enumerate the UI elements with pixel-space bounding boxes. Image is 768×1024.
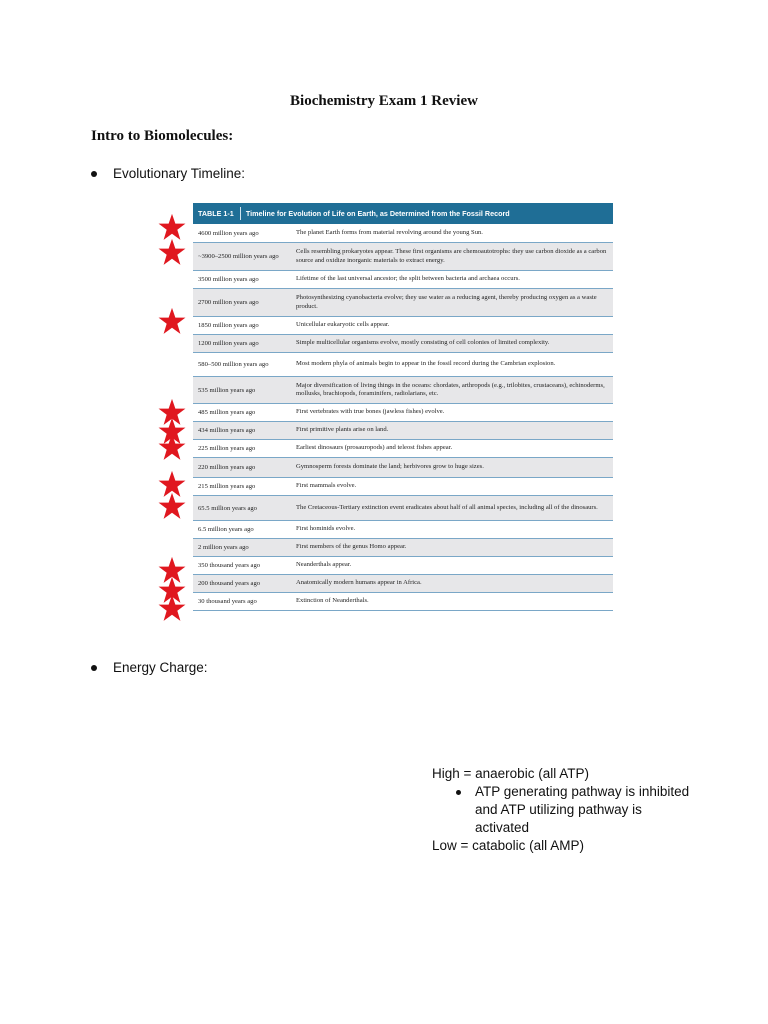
bullet-energy-charge: [91, 660, 208, 675]
table-header: [193, 203, 613, 224]
row-time: 580–500 million years ago: [198, 361, 269, 368]
table-body: [193, 224, 613, 611]
table-row: [193, 521, 613, 539]
row-event: Anatomically modern humans appear in Africa.: [296, 579, 422, 587]
row-time: 2 million years ago: [198, 544, 249, 551]
table-row: [193, 335, 613, 353]
row-event: Extinction of Neanderthals.: [296, 597, 369, 605]
table-row: [193, 440, 613, 458]
row-time: 485 million years ago: [198, 409, 256, 416]
table-row: [193, 557, 613, 575]
row-time: 225 million years ago: [198, 445, 256, 452]
table-caption: Timeline for Evolution of Life on Earth, as Determined from the Fossil Record: [245, 209, 510, 218]
table-row: [193, 575, 613, 593]
row-time: 434 million years ago: [198, 427, 256, 434]
energy-high: High = anaerobic (all ATP): [432, 766, 589, 781]
row-time: 3500 million years ago: [198, 276, 259, 283]
row-event: Major diversification of living things in the oceans: chordates, arthropods (e.g., trilobites, crustaceans), echinoderms, mollusks, brachiopods, foraminifers, radiolarians, etc.: [296, 381, 605, 397]
row-time: 1850 million years ago: [198, 322, 259, 329]
row-event: The Cretaceous-Tertiary extinction event eradicates about half of all animal species, including all of the dinosaurs.: [296, 503, 598, 511]
row-time: ~3900–2500 million years ago: [198, 253, 279, 260]
row-time: 200 thousand years ago: [198, 580, 261, 587]
energy-low: Low = catabolic (all AMP): [432, 838, 584, 853]
row-event: First primitive plants arise on land.: [296, 426, 389, 434]
row-event: Photosynthesizing cyanobacteria evolve; they use water as a reducing agent, thereby producing oxygen as a waste product.: [296, 294, 597, 310]
red-star-icon: [158, 238, 186, 266]
energy-sub-bullet: [456, 783, 697, 837]
table-row: [193, 593, 613, 611]
row-event: Simple multicellular organisms evolve, mostly consisting of cell colonies of limited complexity.: [296, 339, 550, 347]
page-title: Biochemistry Exam 1 Review: [290, 93, 478, 109]
table-row: [193, 317, 613, 335]
row-event: Lifetime of the last universal ancestor; the split between bacteria and archaea occurs.: [296, 275, 520, 283]
row-event: Cells resembling prokaryotes appear. These first organisms are chemoautotrophs: they use carbon dioxide as a carbon source and oxidize inorganic materials to extract energy.: [296, 248, 607, 264]
table-row: [193, 243, 613, 271]
red-star-icon: [158, 307, 186, 335]
energy-charge-notes: [432, 765, 697, 855]
row-time: 6.5 million years ago: [198, 526, 254, 533]
row-event: The planet Earth forms from material revolving around the young Sun.: [296, 228, 483, 236]
row-time: 65.5 million years ago: [198, 504, 257, 512]
table-row: [193, 353, 613, 377]
row-event: First vertebrates with true bones (jawless fishes) evolve.: [296, 408, 445, 416]
bullet-label: Evolutionary Timeline:: [113, 166, 246, 181]
row-event: First members of the genus Homo appear.: [296, 543, 407, 551]
red-star-icon: [158, 433, 186, 461]
row-time: 1200 million years ago: [198, 340, 259, 347]
table-row: [193, 224, 613, 243]
table-row: [193, 377, 613, 404]
row-time: 4600 million years ago: [198, 229, 259, 237]
row-event: Most modern phyla of animals begin to appear in the fossil record during the Cambrian explosion.: [296, 360, 556, 368]
row-event: First hominids evolve.: [296, 525, 356, 533]
row-time: 30 thousand years ago: [198, 598, 257, 605]
table-tag: TABLE 1-1: [193, 207, 241, 220]
bullet-label: Energy Charge:: [113, 660, 208, 675]
red-star-icon: [158, 594, 186, 622]
row-time: 535 million years ago: [198, 386, 256, 394]
red-star-icon: [158, 492, 186, 520]
row-event: Earliest dinosaurs (prosauropods) and teleost fishes appear.: [296, 444, 453, 452]
row-time: 2700 million years ago: [198, 299, 259, 306]
bullet-evolutionary-timeline: [91, 166, 245, 181]
bullet-icon: [91, 171, 97, 177]
table-row: [193, 289, 613, 317]
bullet-icon: [91, 665, 97, 671]
bullet-icon: [456, 790, 461, 795]
table-row: [193, 496, 613, 521]
section-heading: Intro to Biomolecules:: [91, 128, 234, 144]
red-star-icon: [158, 213, 186, 241]
star-markers: [155, 203, 191, 623]
row-event: Gymnosperm forests dominate the land; herbivores grow to huge sizes.: [296, 463, 484, 471]
table-row: [193, 539, 613, 557]
table-row: [193, 458, 613, 478]
row-event: Unicellular eukaryotic cells appear.: [296, 321, 390, 329]
row-time: 350 thousand years ago: [198, 562, 261, 569]
row-event: First mammals evolve.: [296, 482, 357, 490]
row-time: 215 million years ago: [198, 483, 256, 490]
table-row: [193, 422, 613, 440]
table-row: [193, 271, 613, 289]
energy-sub-text: ATP generating pathway is inhibited and ATP utilizing pathway is activated: [475, 784, 690, 835]
row-event: Neanderthals appear.: [296, 561, 352, 569]
row-time: 220 million years ago: [198, 464, 256, 471]
table-row: [193, 404, 613, 422]
timeline-table: [193, 203, 613, 611]
table-row: [193, 478, 613, 496]
